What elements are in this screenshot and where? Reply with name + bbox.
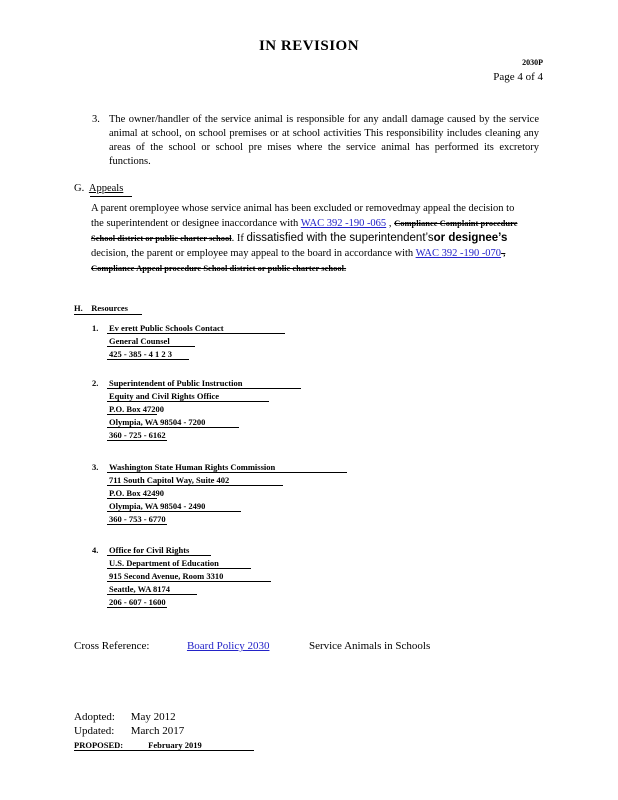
board-policy-link[interactable]: Board Policy 2030 <box>186 640 270 652</box>
resource-line: 915 Second Avenue, Room 3310 <box>109 571 224 581</box>
heading-underline <box>74 314 142 315</box>
page-number: Page 4 of 4 <box>493 71 543 83</box>
adopted-label: Adopted: <box>74 711 115 723</box>
resources-heading <box>74 303 128 313</box>
resource-number: 2. <box>92 378 99 388</box>
cross-reference-title: Service Animals in Schools <box>308 640 431 652</box>
item-number: 3. <box>92 114 100 125</box>
resource-line: 206 - 607 - 1600 <box>109 597 166 607</box>
updated-date: March 2017 <box>130 725 185 737</box>
appeals-paragraph <box>91 202 523 276</box>
resource-line: Seattle, WA 8174 <box>109 584 170 594</box>
appeals-text-2a: . If <box>231 233 247 244</box>
appeals-inserted-text: dissatisfied with the superintendent’s <box>246 232 434 244</box>
wac-070-link[interactable]: WAC 392 -190 -070 <box>415 248 502 259</box>
resource-line: Olympia, WA 98504 - 7200 <box>109 417 206 427</box>
resource-line: Superintendent of Public Instruction <box>109 378 243 388</box>
resource-line: Equity and Civil Rights Office <box>109 391 220 401</box>
struck-text-2: , Compliance Appeal procedure School district or public charter school. <box>91 248 506 273</box>
resource-number: 4. <box>92 545 99 555</box>
resource-line: 360 - 753 - 6770 <box>109 514 166 524</box>
resource-line: General Counsel <box>109 336 170 346</box>
appeals-comma: , <box>386 218 392 229</box>
resource-number: 1. <box>92 323 99 333</box>
resource-line: P.O. Box 42490 <box>109 488 164 498</box>
heading-underline <box>90 196 132 197</box>
resource-line: 360 - 725 - 6162 <box>109 430 166 440</box>
section-letter: G. <box>74 183 85 194</box>
struck-text-1: Compliance Complaint procedure School district or public charter school <box>91 218 518 243</box>
proposed-line <box>74 740 202 750</box>
item-text: The owner/handler of the service animal is responsible for any andall damage caused by the service animal at school, on school premises or at school activities This responsibility includes cleaning any areas of the school or school pre mises where the service animal has performed its excretory functions. <box>109 114 539 167</box>
resource-line: Ev erett Public Schools Contact <box>109 323 224 333</box>
appeals-text-2d: decision, the parent or employee may appeal to the board in accordance with <box>91 248 416 259</box>
proposed-label: PROPOSED: <box>74 740 124 750</box>
adopted-line <box>74 711 176 723</box>
appeals-text-1: A parent oremployee whose service animal has been excluded or removedmay appeal the decision to the superintendent or designee inaccordance with <box>91 203 515 229</box>
resource-line: Olympia, WA 98504 - 2490 <box>109 501 206 511</box>
resource-number: 3. <box>92 462 99 472</box>
cross-reference-label: Cross Reference: <box>74 640 150 652</box>
appeals-inserted-bold: or designee’s <box>433 232 508 244</box>
policy-code: 2030P <box>522 58 543 67</box>
resource-line: U.S. Department of Education <box>109 558 219 568</box>
resource-line: Washington State Human Rights Commission <box>109 462 276 472</box>
wac-065-link[interactable]: WAC 392 -190 -065 <box>300 218 387 229</box>
adopted-date: May 2012 <box>130 711 176 723</box>
appeals-heading <box>74 183 123 194</box>
section-title: Resources <box>91 303 128 313</box>
cross-reference <box>74 640 430 652</box>
section-letter: H. <box>74 303 83 313</box>
resource-line: P.O. Box 47200 <box>109 404 164 414</box>
resource-line: Office for Civil Rights <box>109 545 190 555</box>
section-title: Appeals <box>88 183 124 194</box>
proposed-date: February 2019 <box>148 740 202 750</box>
updated-line <box>74 725 184 737</box>
resource-line: 711 South Capitol Way, Suite 402 <box>109 475 230 485</box>
updated-label: Updated: <box>74 725 115 737</box>
proposed-underline <box>74 750 254 751</box>
document-title: IN REVISION <box>258 38 360 54</box>
resource-line: 425 - 385 - 4 1 2 3 <box>109 349 173 359</box>
